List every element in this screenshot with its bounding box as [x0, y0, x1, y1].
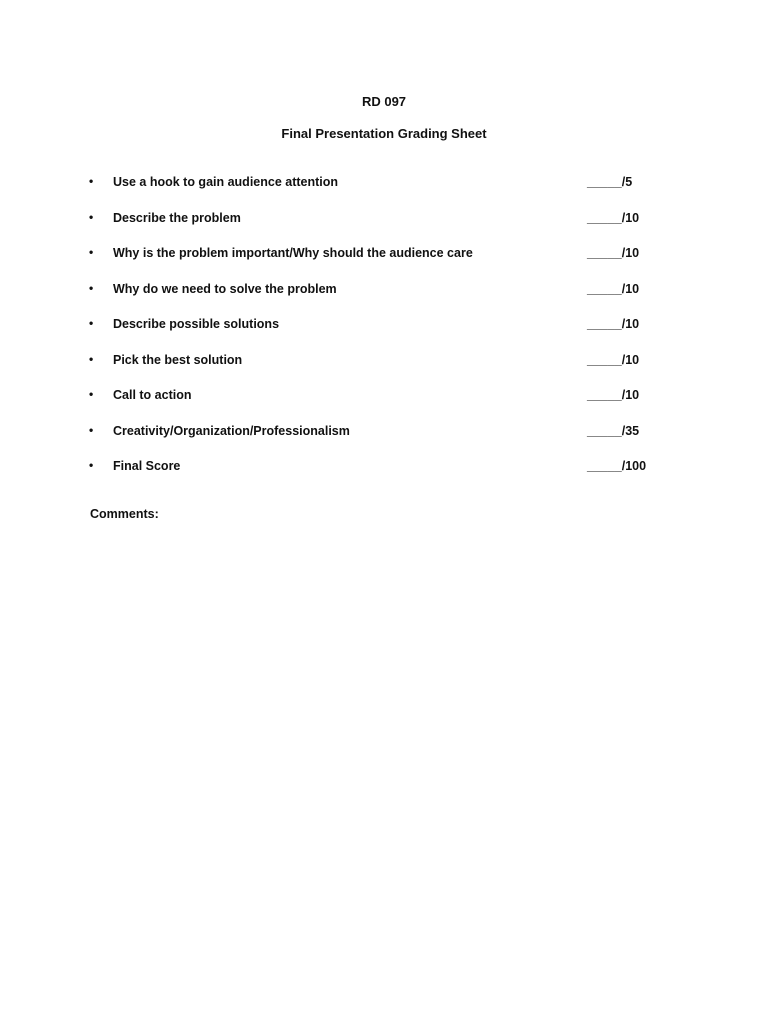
bullet-icon: •: [89, 351, 94, 366]
criterion-item: [0, 314, 768, 350]
criterion-item: [0, 279, 768, 315]
criterion-label: Creativity/Organization/Professionalism: [113, 423, 350, 438]
criterion-label: Pick the best solution: [113, 352, 243, 367]
bullet-icon: •: [89, 280, 94, 295]
criterion-item: [0, 456, 768, 492]
criterion-item: [0, 385, 768, 421]
criterion-label: Use a hook to gain audience attention: [113, 175, 339, 189]
score-blank: _____/10: [587, 281, 640, 296]
bullet-icon: •: [89, 245, 94, 259]
criteria-list: [0, 172, 768, 492]
criterion-item: [0, 421, 768, 457]
score-blank: _____/10: [587, 210, 640, 225]
bullet-icon: •: [89, 458, 94, 472]
score-blank: _____/10: [587, 246, 640, 260]
course-code: RD 097: [361, 94, 407, 109]
criterion-item: [0, 172, 768, 208]
bullet-icon: •: [89, 174, 94, 188]
score-blank: _____/100: [587, 459, 647, 473]
bullet-icon: •: [89, 316, 94, 330]
comments-label: Comments:: [90, 507, 159, 521]
document-title: Final Presentation Grading Sheet: [281, 126, 487, 141]
criterion-label: Why is the problem important/Why should the audience care: [113, 246, 473, 260]
criterion-label: Call to action: [113, 388, 192, 402]
criterion-label: Final Score: [113, 459, 181, 473]
criterion-item: [0, 243, 768, 279]
bullet-icon: •: [89, 422, 94, 437]
bullet-icon: •: [89, 209, 94, 224]
score-blank: _____/5: [587, 175, 633, 189]
criterion-label: Describe possible solutions: [113, 317, 280, 331]
score-blank: _____/10: [587, 352, 640, 367]
criterion-item: [0, 350, 768, 386]
criterion-item: [0, 208, 768, 244]
score-blank: _____/10: [587, 388, 640, 402]
criterion-label: Why do we need to solve the problem: [113, 281, 337, 296]
score-blank: _____/10: [587, 317, 640, 331]
bullet-icon: •: [89, 387, 94, 401]
score-blank: _____/35: [587, 423, 640, 438]
criterion-label: Describe the problem: [113, 210, 241, 225]
